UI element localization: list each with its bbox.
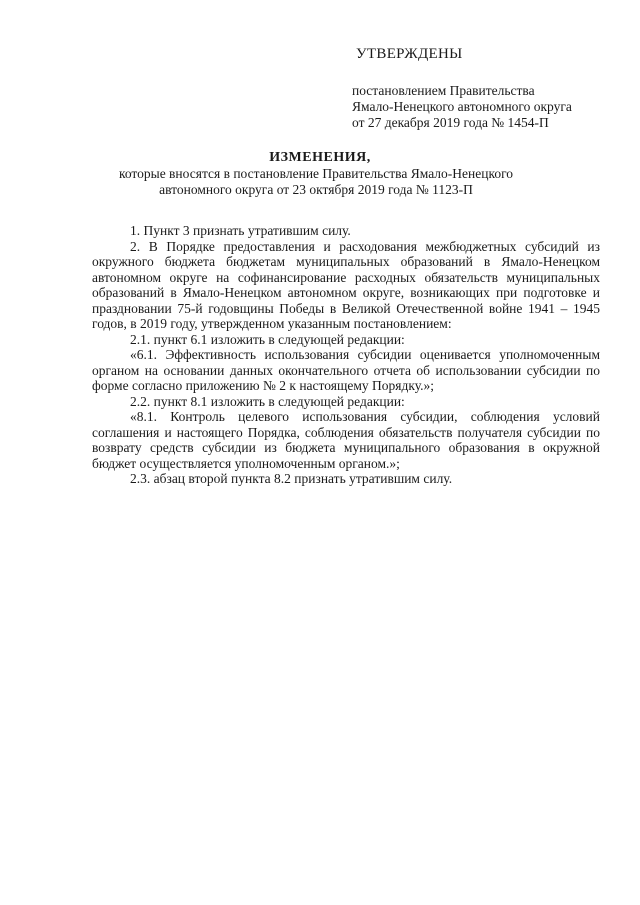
document-title: ИЗМЕНЕНИЯ, (269, 150, 371, 165)
paragraph-1: 1. Пункт 3 признать утратившим силу. (130, 223, 351, 238)
approval-line: Ямало-Ненецкого автономного округа (352, 99, 572, 114)
approved-heading: УТВЕРЖДЕНЫ (356, 46, 463, 62)
approval-line: от 27 декабря 2019 года № 1454-П (352, 115, 549, 130)
subtitle-line: которые вносятся в постановление Правительства Ямало-Ненецкого (118, 166, 514, 181)
document-subtitle (92, 166, 540, 198)
paragraph-6-1-text: «6.1. Эффективность использования субсидии оценивается уполномоченным органом на основании данных окончательного отчета об использовании субсидии по форме согласно приложению № 2 к настоящему Порядку.»; (92, 347, 600, 393)
paragraph-2-3: 2.3. абзац второй пункта 8.2 признать утратившим силу. (130, 471, 453, 486)
approval-line: постановлением Правительства (352, 83, 535, 98)
paragraph-2-2: 2.2. пункт 8.1 изложить в следующей редакции: (130, 393, 405, 409)
subtitle-line: автономного округа от 23 октября 2019 года № 1123-П (159, 182, 473, 197)
document-body (92, 223, 600, 487)
paragraph-2-1: 2.1. пункт 6.1 изложить в следующей редакции: (130, 331, 405, 347)
paragraph-8-1-text: «8.1. Контроль целевого использования субсидии, соблюдения условий соглашения и настоящего Порядка, соблюдения обязательств получателя субсидии по возврату средств субсидии из бюджета муниципального образования в окружной бюджет осуществляется уполномоченным органом.»; (92, 409, 600, 471)
paragraph-2: 2. В Порядке предоставления и расходования межбюджетных субсидий из окружного бюджета бюджетам муниципальных образований в Ямало-Ненецком автономном округе на софинансирование расходных обязательств муниципальных образований в Ямало-Ненецком автономном округе, возникающих при подготовке и праздновании 75-й годовщины Победы в Великой Отечественной войне 1941 – 1945 годов, в 2019 году, утвержденном указанным постановлением: (92, 238, 600, 331)
approval-reference (352, 83, 572, 131)
